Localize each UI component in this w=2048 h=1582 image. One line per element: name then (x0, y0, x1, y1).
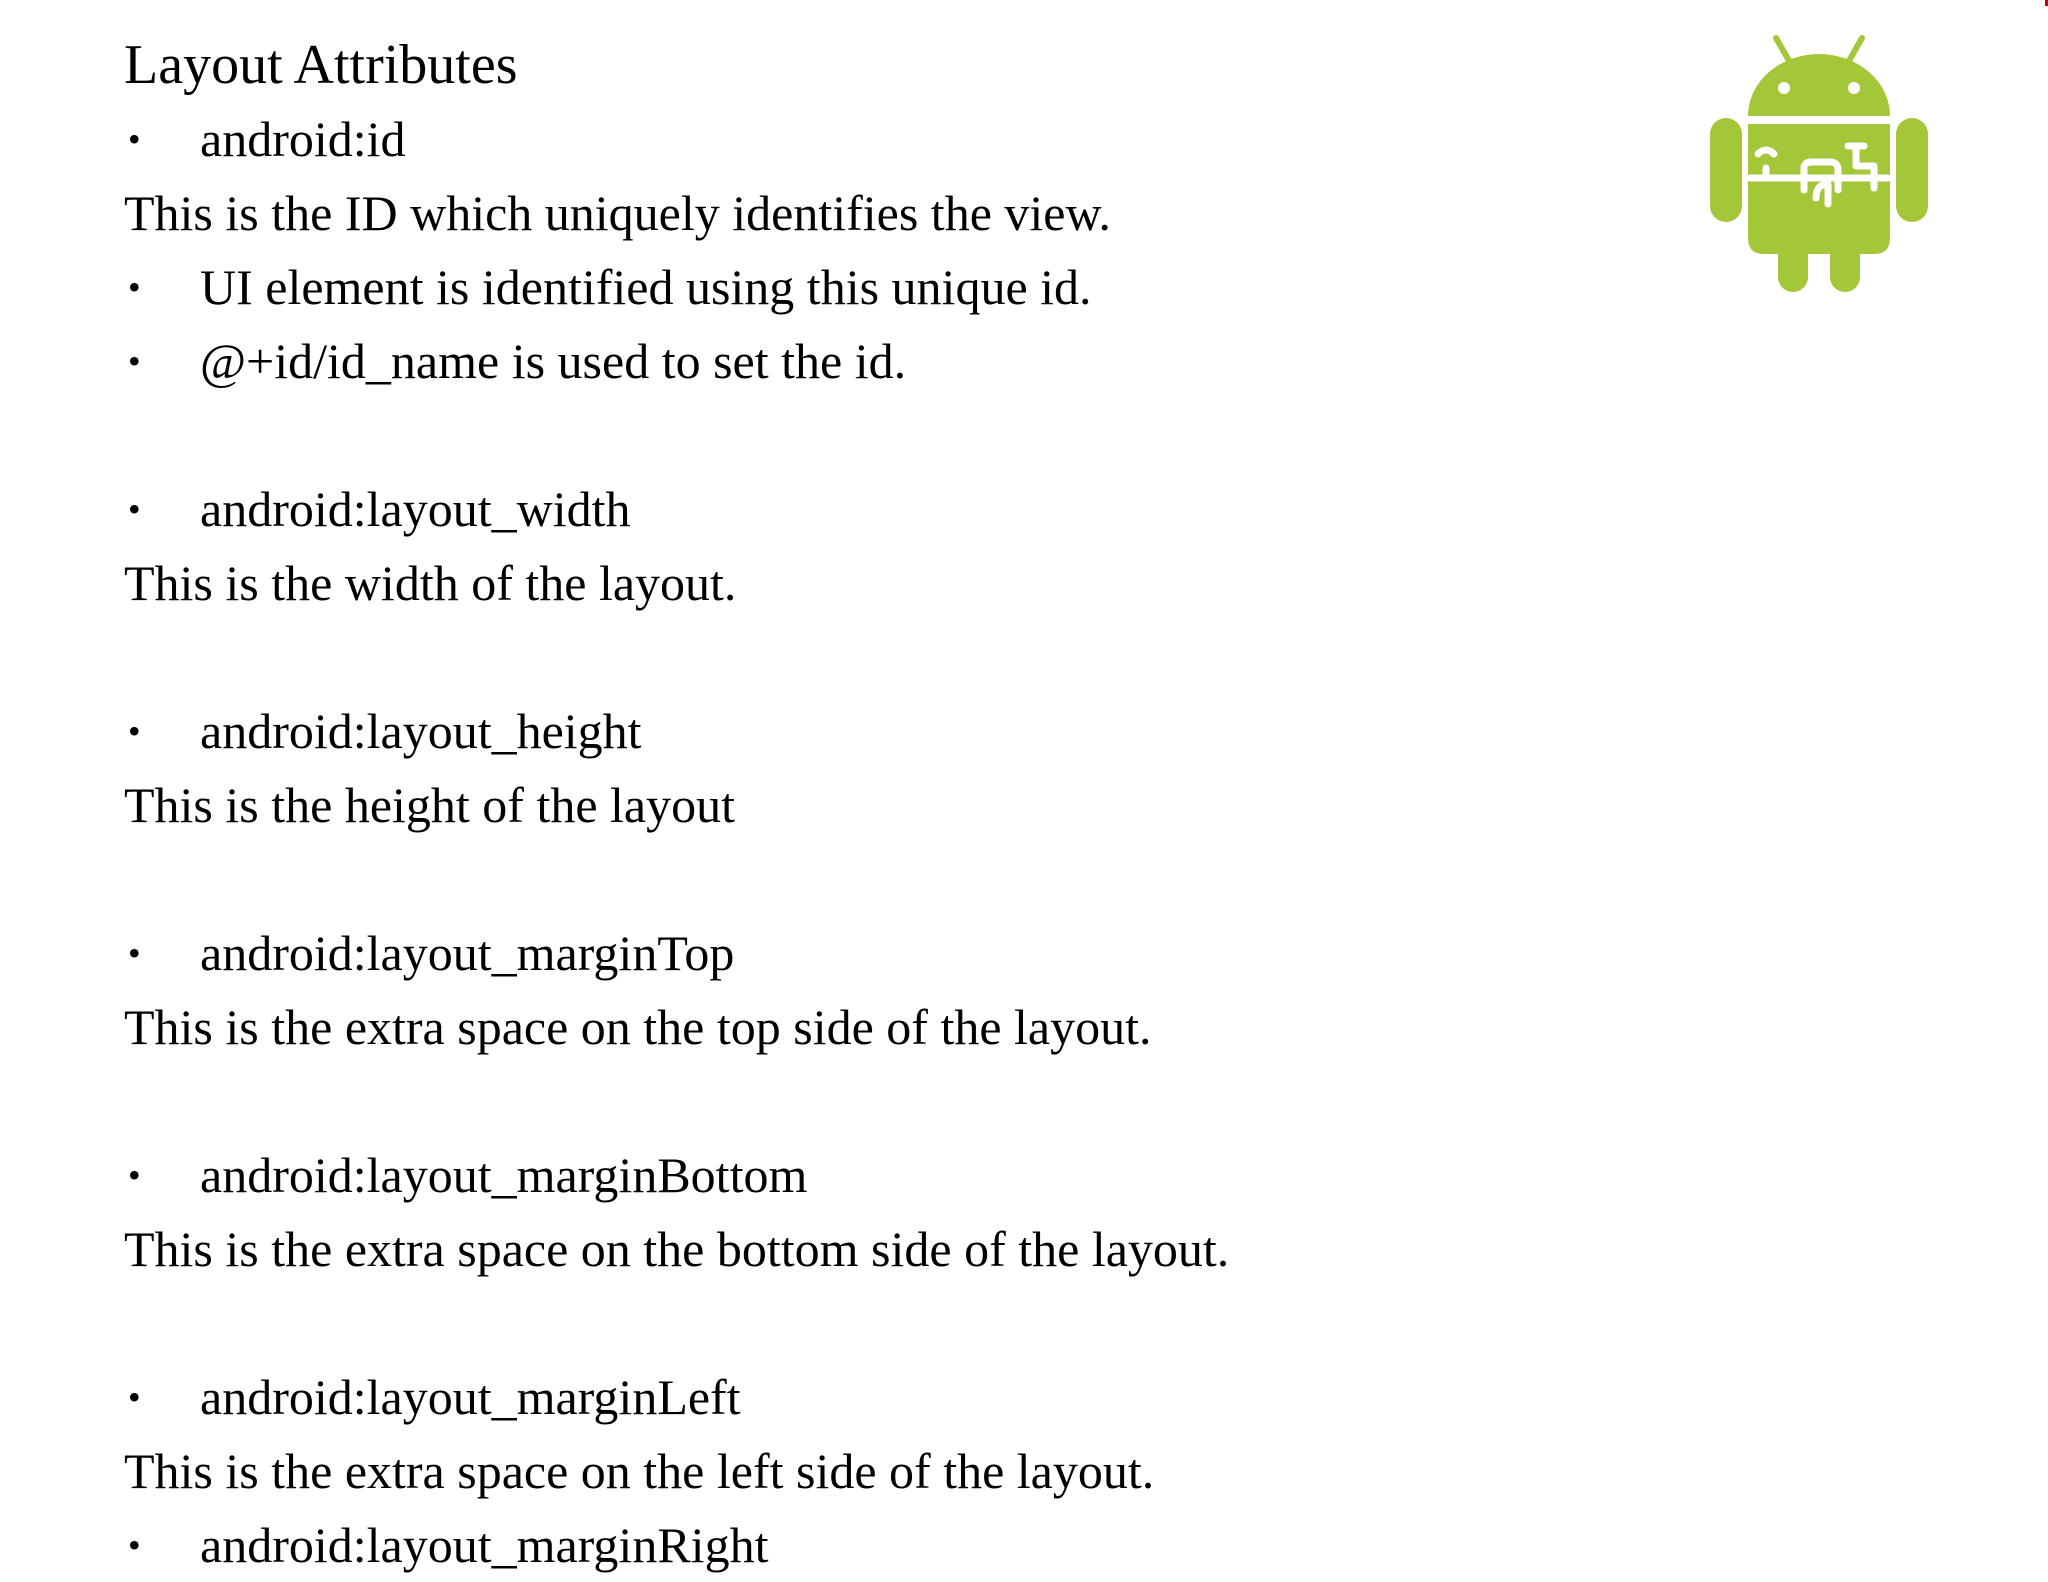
bullet-item (124, 1138, 1624, 1212)
bullet-item (124, 916, 1624, 990)
attribute-description: This is the width of the layout. (124, 555, 737, 611)
bullet-item (124, 1360, 1624, 1434)
bullet-item (124, 1508, 1624, 1582)
attribute-name: android:id (200, 111, 406, 167)
slide-title: Layout Attributes (124, 34, 518, 96)
bullet-item (124, 472, 1624, 546)
attribute-name: android:layout_marginBottom (200, 1147, 808, 1203)
attribute-name: android:layout_marginTop (200, 925, 735, 981)
attribute-note: @+id/id_name is used to set the id. (200, 333, 907, 389)
bullet-dot: • (128, 489, 141, 529)
spacer (124, 1064, 1624, 1138)
bullet-dot: • (128, 711, 141, 751)
spacer (124, 842, 1624, 916)
bullet-dot: • (128, 1525, 141, 1565)
attribute-note: UI element is identified using this unique id. (200, 259, 1092, 315)
bullet-item (124, 250, 1624, 324)
spacer (124, 620, 1624, 694)
bullet-dot: • (128, 119, 141, 159)
bullet-item (124, 694, 1624, 768)
attribute-description: This is the ID which uniquely identifies the view. (124, 185, 1111, 241)
attribute-name: android:layout_marginLeft (200, 1369, 741, 1425)
spacer (124, 398, 1624, 472)
android-robot-icon (1708, 28, 1930, 296)
attribute-description: This is the extra space on the left side of the layout. (124, 1443, 1155, 1499)
attribute-description: This is the extra space on the bottom side of the layout. (124, 1221, 1230, 1277)
attribute-description: This is the extra space on the top side of the layout. (124, 999, 1152, 1055)
bullet-dot: • (128, 267, 141, 307)
attribute-name: android:layout_marginRight (200, 1517, 769, 1573)
bullet-dot: • (128, 341, 141, 381)
attribute-name: android:layout_height (200, 703, 642, 759)
bullet-item (124, 102, 1624, 176)
bullet-dot: • (128, 1377, 141, 1417)
bullet-dot: • (128, 933, 141, 973)
attribute-description: This is the height of the layout (124, 777, 736, 833)
slide-content (124, 28, 1624, 1582)
bullet-dot: • (128, 1155, 141, 1195)
spacer (124, 1286, 1624, 1360)
bullet-item (124, 324, 1624, 398)
attribute-name: android:layout_width (200, 481, 631, 537)
